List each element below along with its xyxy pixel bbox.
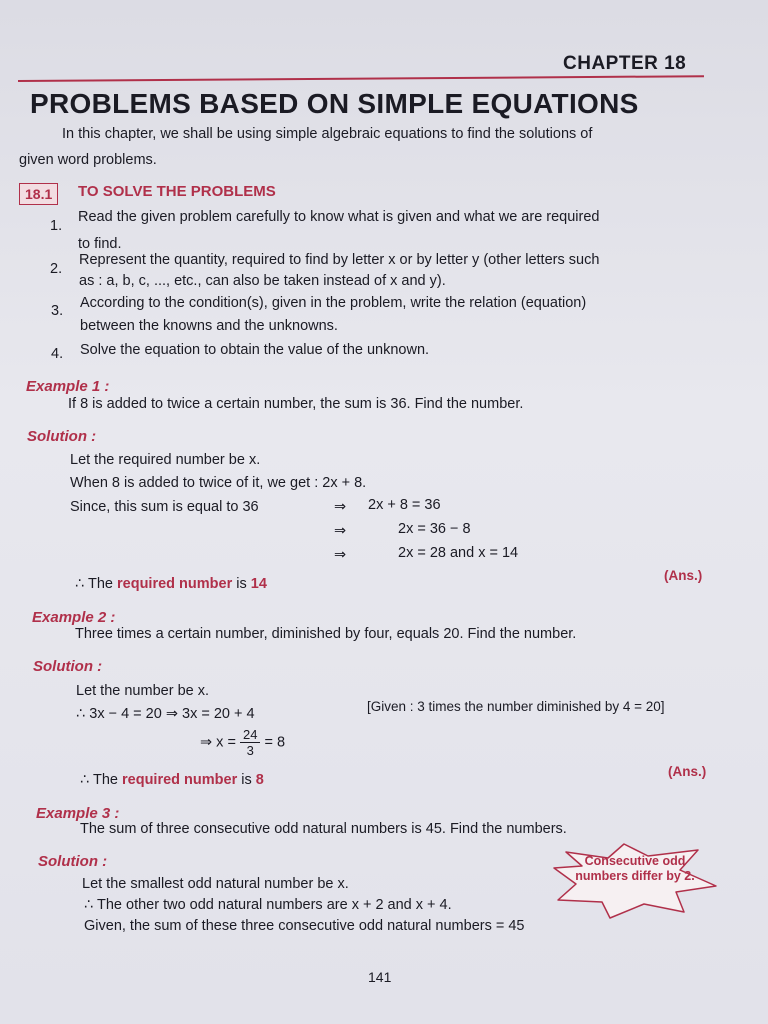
header-rule	[18, 75, 704, 82]
equation-2b-left: ⇒ x =	[200, 734, 236, 751]
step-2-number: 2.	[50, 261, 63, 277]
example-3-label: Example 3 :	[36, 805, 120, 822]
example-2-problem: Three times a certain number, diminished by four, equals 20. Find the number.	[75, 626, 577, 642]
equation-2a: ∴ 3x − 4 = 20 ⇒ 3x = 20 + 4	[76, 706, 255, 722]
step-1-line-2: to find.	[78, 236, 122, 252]
solution-2-label: Solution :	[33, 658, 103, 675]
equation-2b	[200, 727, 285, 758]
step-3-number: 3.	[51, 303, 64, 319]
example-1-problem: If 8 is added to twice a certain number, the sum is 36. Find the number.	[68, 396, 524, 412]
result-2-value: 8	[255, 772, 264, 788]
solution-3-line-3: Given, the sum of these three consecutive odd natural numbers = 45	[84, 918, 525, 934]
equation-1a: 2x + 8 = 36	[368, 497, 441, 513]
answer-1-tag: (Ans.)	[664, 568, 703, 583]
example-1-label: Example 1 :	[26, 378, 110, 395]
intro-line-2: given word problems.	[19, 152, 157, 168]
callout-text: Consecutive odd numbers differ by 2.	[575, 854, 695, 883]
solution-1-line-1: Let the required number be x.	[70, 452, 261, 468]
given-note: [Given : 3 times the number diminished by 4 = 20]	[367, 699, 665, 714]
example-2-label: Example 2 :	[32, 609, 116, 626]
result-1-therefore: ∴ The	[75, 576, 113, 592]
solution-1-line-3: Since, this sum is equal to 36	[70, 499, 259, 515]
result-2	[80, 772, 264, 788]
implies-arrow-1: ⇒	[334, 499, 347, 515]
result-1-value: 14	[250, 576, 267, 592]
fraction-denominator: 3	[246, 743, 254, 758]
result-2-therefore: ∴ The	[80, 772, 118, 788]
step-3-line-1: According to the condition(s), given in the problem, write the relation (equation)	[80, 295, 587, 311]
solution-3-line-2: ∴ The other two odd natural numbers are x + 2 and x + 4.	[84, 897, 452, 913]
step-2-line-1: Represent the quantity, required to find by letter x or by letter y (other letters such	[79, 252, 600, 268]
answer-2-tag: (Ans.)	[668, 764, 707, 779]
result-1	[75, 576, 267, 592]
solution-3-line-1: Let the smallest odd natural number be x.	[82, 876, 349, 892]
fraction-numerator: 24	[240, 727, 260, 743]
step-4-number: 4.	[51, 346, 64, 362]
fraction-24-over-3	[240, 727, 260, 758]
section-number: 18.1	[19, 183, 58, 205]
equation-1c: 2x = 28 and x = 14	[398, 545, 519, 561]
solution-2-line-1: Let the number be x.	[76, 683, 209, 699]
step-3-line-2: between the knowns and the unknowns.	[80, 318, 338, 334]
equation-1b: 2x = 36 − 8	[398, 521, 471, 537]
step-1-number: 1.	[50, 218, 63, 234]
result-1-is: is	[236, 576, 247, 592]
solution-3-label: Solution :	[38, 853, 108, 870]
step-2-line-2: as : a, b, c, ..., etc., can also be taken instead of x and y).	[79, 273, 446, 289]
chapter-label: CHAPTER 18	[563, 53, 687, 74]
section-title: TO SOLVE THE PROBLEMS	[78, 183, 276, 200]
step-1-line-1: Read the given problem carefully to know what is given and what we are required	[78, 209, 600, 225]
equation-2b-right: = 8	[264, 734, 286, 751]
step-4-line-1: Solve the equation to obtain the value of the unknown.	[80, 342, 430, 358]
example-3-problem: The sum of three consecutive odd natural numbers is 45. Find the numbers.	[80, 821, 567, 837]
implies-arrow-2: ⇒	[334, 523, 347, 539]
page-title: PROBLEMS BASED ON SIMPLE EQUATIONS	[30, 88, 639, 119]
result-2-phrase: required number	[122, 772, 238, 788]
result-2-is: is	[241, 772, 252, 788]
intro-line-1: In this chapter, we shall be using simple algebraic equations to find the solutions of	[62, 126, 593, 142]
solution-1-label: Solution :	[27, 428, 97, 445]
implies-arrow-3: ⇒	[334, 547, 347, 563]
solution-1-line-2: When 8 is added to twice of it, we get : 2x + 8.	[70, 475, 367, 491]
page-number: 141	[368, 969, 392, 985]
result-1-phrase: required number	[117, 576, 233, 592]
